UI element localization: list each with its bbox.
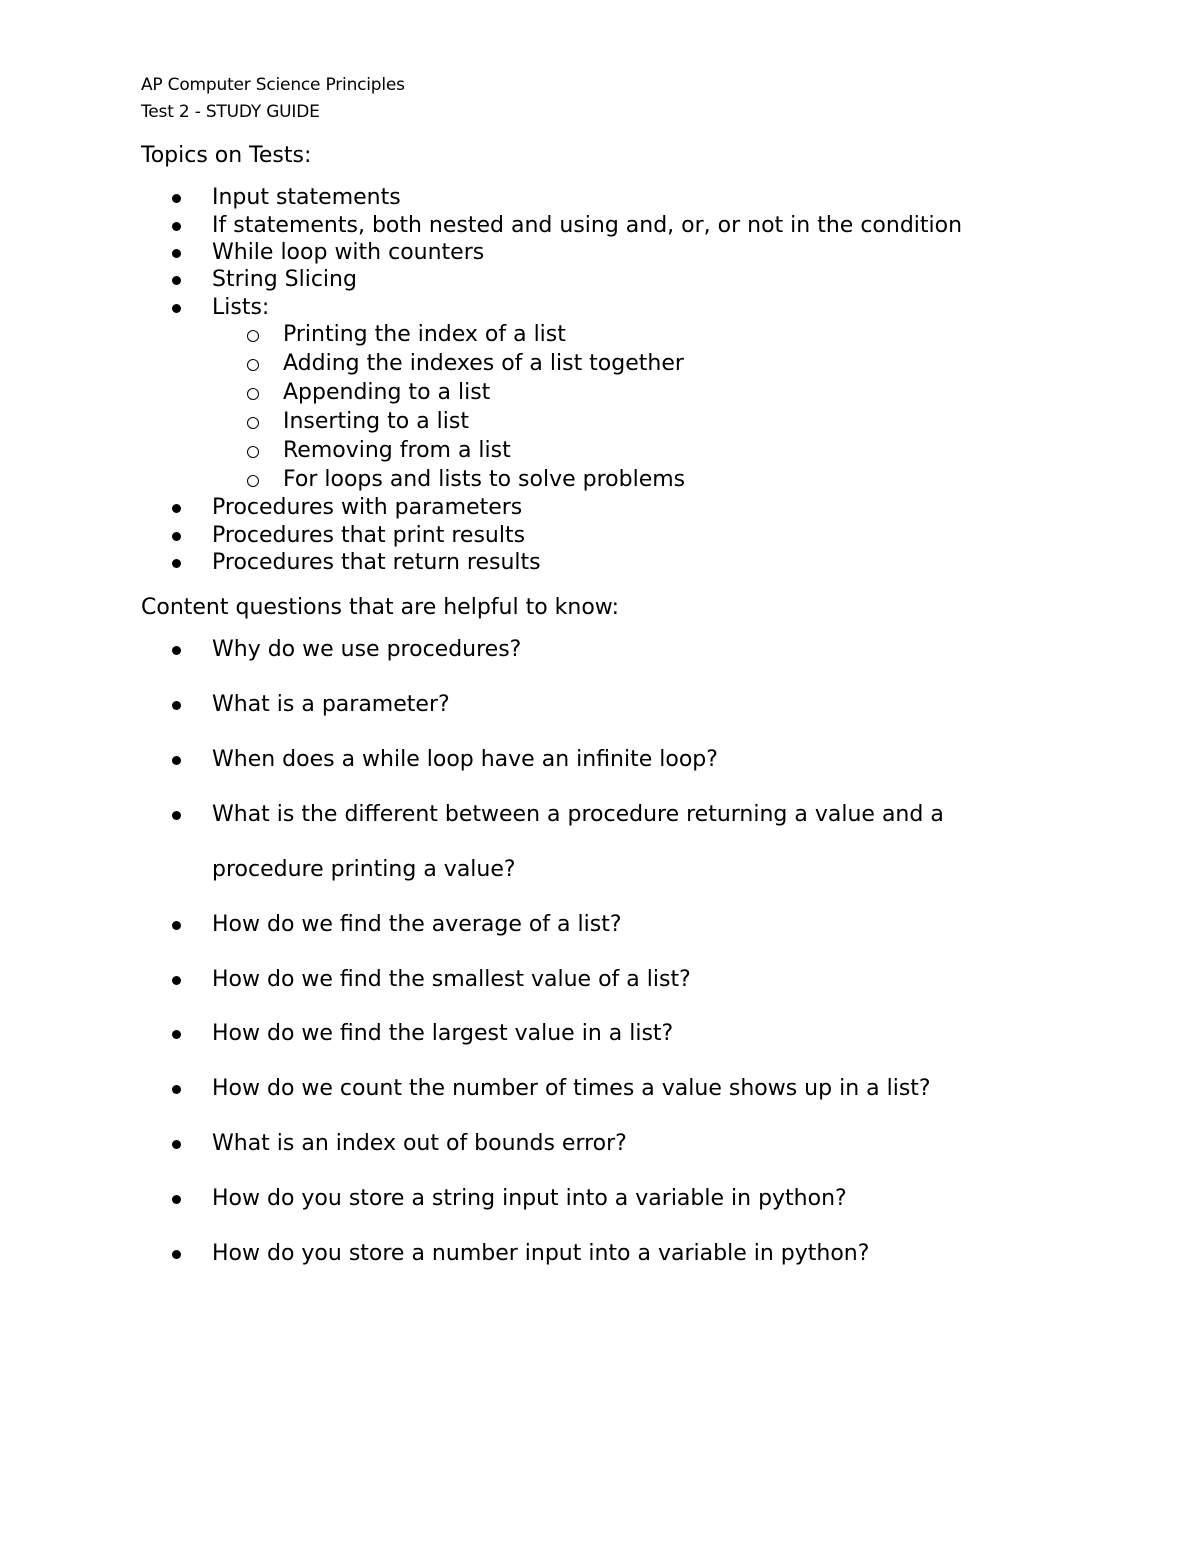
list-subitem: Appending to a list — [283, 380, 491, 405]
list-item: How do we find the largest value in a list? — [212, 1021, 674, 1046]
circle-bullet-icon — [247, 446, 259, 458]
bullet-icon — [172, 921, 181, 930]
list-item: What is an index out of bounds error? — [212, 1131, 627, 1156]
list-subitem: Inserting to a list — [283, 409, 469, 434]
list-item: When does a while loop have an infinite loop? — [212, 747, 718, 772]
list-item: Why do we use procedures? — [212, 637, 522, 662]
list-item-continuation: procedure printing a value? — [212, 857, 516, 882]
test-title: Test 2 - STUDY GUIDE — [141, 102, 320, 122]
bullet-icon — [172, 756, 181, 765]
bullet-icon — [172, 304, 181, 313]
bullet-icon — [172, 276, 181, 285]
list-item: How do you store a number input into a variable in python? — [212, 1241, 870, 1266]
bullet-icon — [172, 222, 181, 231]
list-subitem: For loops and lists to solve problems — [283, 467, 686, 492]
circle-bullet-icon — [247, 388, 259, 400]
topics-heading: Topics on Tests: — [141, 143, 312, 168]
bullet-icon — [172, 504, 181, 513]
list-subitem: Printing the index of a list — [283, 322, 566, 347]
list-item: What is the different between a procedure returning a value and a — [212, 802, 944, 827]
bullet-icon — [172, 1085, 181, 1094]
bullet-icon — [172, 1250, 181, 1259]
list-item: Input statements — [212, 185, 401, 210]
list-item: Procedures that print results — [212, 523, 526, 548]
list-item: Lists: — [212, 295, 270, 320]
bullet-icon — [172, 194, 181, 203]
list-item: String Slicing — [212, 267, 357, 292]
bullet-icon — [172, 532, 181, 541]
bullet-icon — [172, 976, 181, 985]
list-item: If statements, both nested and using and, or, or not in the condition — [212, 213, 963, 238]
circle-bullet-icon — [247, 417, 259, 429]
course-title: AP Computer Science Principles — [141, 75, 405, 95]
list-item: While loop with counters — [212, 240, 485, 265]
list-item: How do we find the smallest value of a list? — [212, 967, 691, 992]
list-item: Procedures that return results — [212, 550, 541, 575]
list-item: What is a parameter? — [212, 692, 450, 717]
bullet-icon — [172, 811, 181, 820]
list-subitem: Removing from a list — [283, 438, 511, 463]
list-item: How do we find the average of a list? — [212, 912, 622, 937]
circle-bullet-icon — [247, 475, 259, 487]
questions-heading: Content questions that are helpful to know: — [141, 595, 620, 620]
bullet-icon — [172, 559, 181, 568]
circle-bullet-icon — [247, 359, 259, 371]
list-item: How do you store a string input into a variable in python? — [212, 1186, 847, 1211]
list-item: How do we count the number of times a value shows up in a list? — [212, 1076, 931, 1101]
bullet-icon — [172, 249, 181, 258]
bullet-icon — [172, 646, 181, 655]
bullet-icon — [172, 1195, 181, 1204]
list-subitem: Adding the indexes of a list together — [283, 351, 684, 376]
list-item: Procedures with parameters — [212, 495, 523, 520]
bullet-icon — [172, 1140, 181, 1149]
circle-bullet-icon — [247, 330, 259, 342]
bullet-icon — [172, 1030, 181, 1039]
bullet-icon — [172, 701, 181, 710]
